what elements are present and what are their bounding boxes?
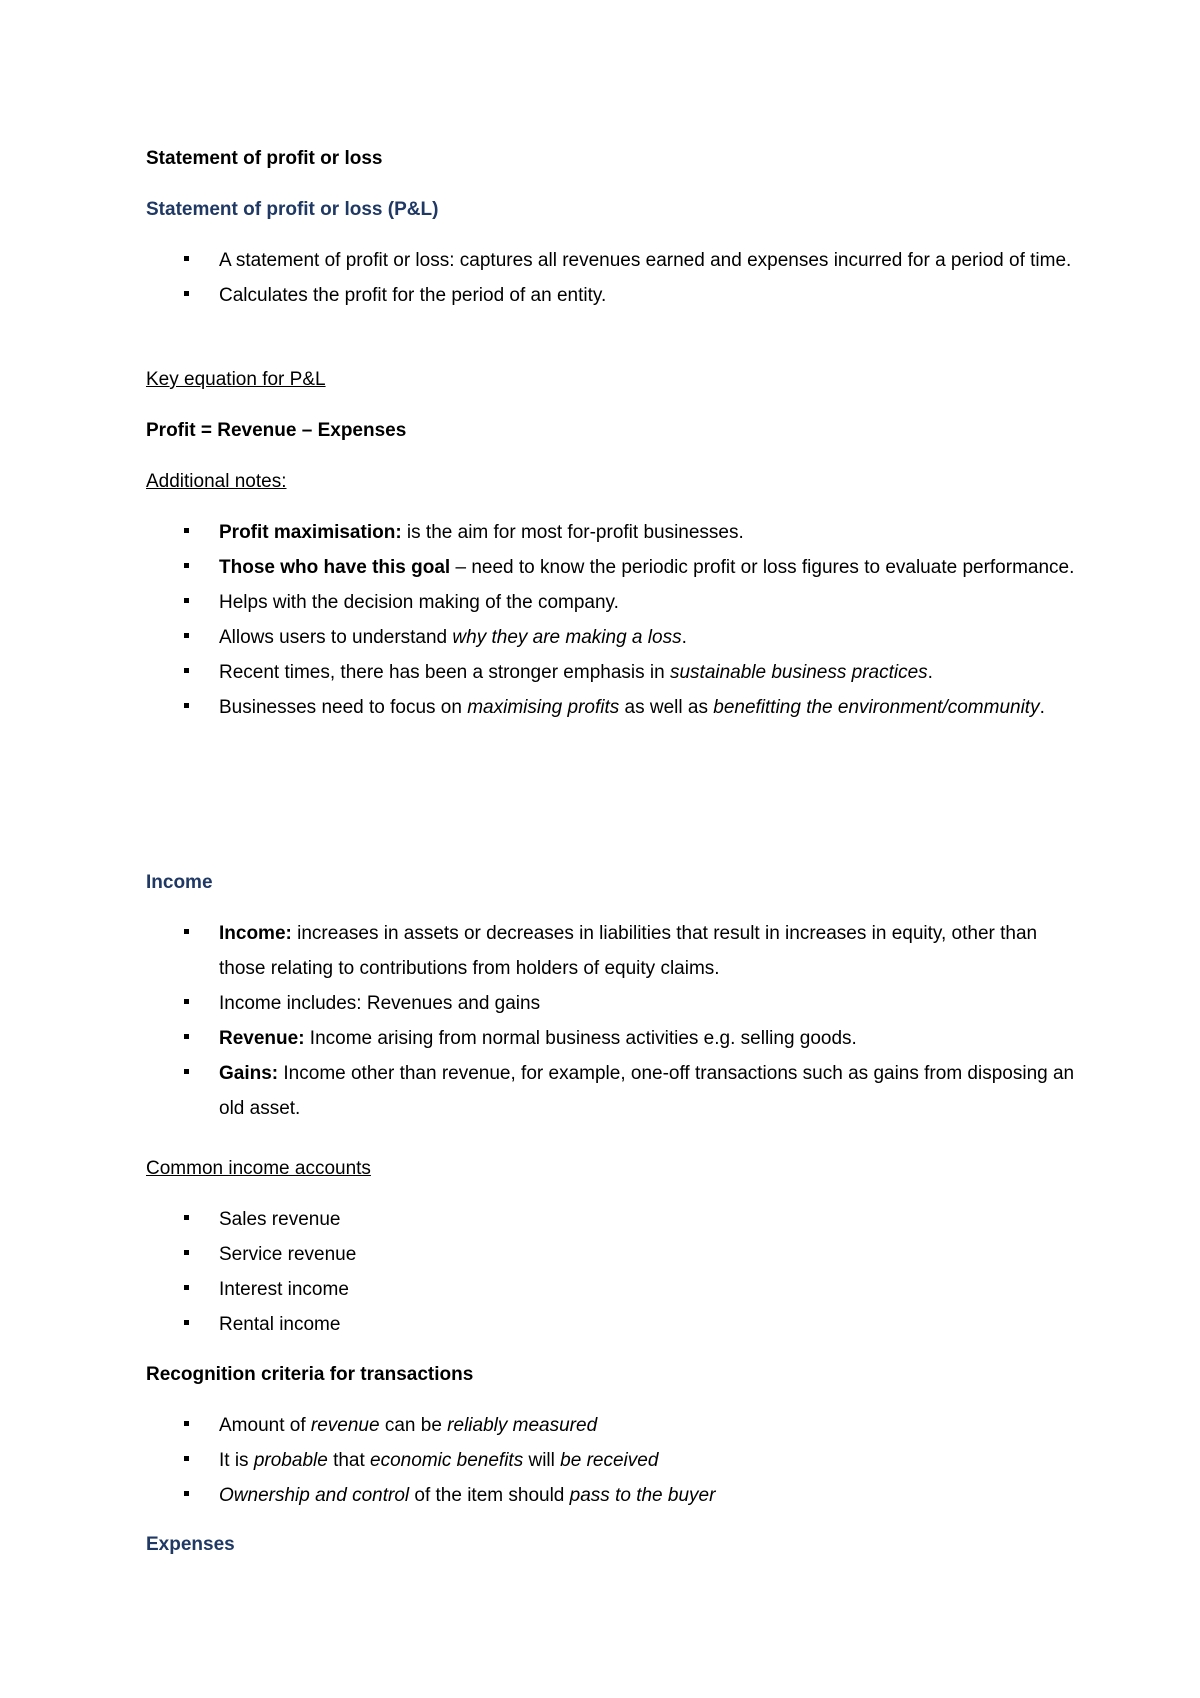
additional-notes-label: Additional notes: <box>146 471 287 492</box>
list-item <box>146 1056 1076 1126</box>
list-item-text: Income includes: Revenues and gains <box>219 993 541 1014</box>
list-item-text: probable <box>253 1450 328 1471</box>
square-bullet-icon <box>184 585 194 620</box>
list-item-text: as well as <box>619 697 714 718</box>
list-item-text: of the item should <box>409 1485 570 1506</box>
common-income-bullet-list <box>146 1202 1076 1342</box>
list-item-text: Calculates the profit for the period of an entity. <box>219 285 607 306</box>
list-item-text: reliably measured <box>447 1415 598 1436</box>
list-item-text: Businesses need to focus on <box>219 697 468 718</box>
key-equation-label: Key equation for P&L <box>146 369 326 390</box>
list-item <box>146 515 1076 550</box>
list-item-text: Gains: <box>219 1063 279 1084</box>
square-bullet-icon <box>184 916 194 951</box>
notes-bullet-list <box>146 515 1076 725</box>
income-bullet-list <box>146 916 1076 1126</box>
square-bullet-icon <box>184 515 194 550</box>
list-item-text: It is <box>219 1450 254 1471</box>
square-bullet-icon <box>184 690 194 725</box>
recognition-heading: Recognition criteria for transactions <box>146 1364 474 1385</box>
list-item-text: . <box>681 627 687 648</box>
list-item <box>146 1237 1076 1272</box>
list-item-text: increases in assets or decreases in liabilities that result in increases in equity, other than those relating to contributions from holders of equity claims. <box>219 923 1038 979</box>
list-item-text: pass to the buyer <box>569 1485 716 1506</box>
list-item <box>146 916 1076 986</box>
list-item-text: Recent times, there has been a stronger emphasis in <box>219 662 670 683</box>
list-item <box>146 278 1076 313</box>
list-item-text: Ownership and control <box>219 1485 410 1506</box>
list-item-text: Those who have this goal <box>219 557 451 578</box>
list-item-text: sustainable business practices <box>669 662 928 683</box>
list-item-text: Helps with the decision making of the company. <box>219 592 619 613</box>
list-item <box>146 585 1076 620</box>
list-item <box>146 1478 1076 1513</box>
square-bullet-icon <box>184 1056 194 1091</box>
list-item-text: – need to know the periodic profit or loss figures to evaluate performance. <box>450 557 1075 578</box>
list-item <box>146 620 1076 655</box>
list-item-text: Interest income <box>219 1279 349 1300</box>
square-bullet-icon <box>184 1478 194 1513</box>
list-item-text: Income other than revenue, for example, one-off transactions such as gains from disposing an old asset. <box>219 1063 1075 1119</box>
list-item <box>146 1272 1076 1307</box>
list-item-text: Rental income <box>219 1314 341 1335</box>
list-item-text: Income: <box>219 923 292 944</box>
list-item-text: economic benefits <box>370 1450 524 1471</box>
square-bullet-icon <box>184 1408 194 1443</box>
list-item-text: Profit maximisation: <box>219 522 402 543</box>
square-bullet-icon <box>184 278 194 313</box>
list-item-text: . <box>927 662 933 683</box>
list-item <box>146 1021 1076 1056</box>
square-bullet-icon <box>184 1307 194 1342</box>
list-item-text: Sales revenue <box>219 1209 341 1230</box>
list-item-text: be received <box>560 1450 659 1471</box>
list-item-text: A statement of profit or loss: captures all revenues earned and expenses incurred for a period of time. <box>219 250 1072 271</box>
list-item <box>146 1408 1076 1443</box>
list-item-text: that <box>327 1450 371 1471</box>
list-item-text: will <box>523 1450 561 1471</box>
list-item-text: Service revenue <box>219 1244 357 1265</box>
list-item-text: Revenue: <box>219 1028 305 1049</box>
square-bullet-icon <box>184 1272 194 1307</box>
square-bullet-icon <box>184 1202 194 1237</box>
expenses-heading: Expenses <box>146 1534 235 1555</box>
square-bullet-icon <box>184 986 194 1021</box>
list-item-text: maximising profits <box>467 697 620 718</box>
list-item <box>146 690 1076 725</box>
document-title: Statement of profit or loss <box>146 148 383 169</box>
list-item <box>146 1307 1076 1342</box>
list-item-text: benefitting the environment/community <box>713 697 1040 718</box>
square-bullet-icon <box>184 1443 194 1478</box>
list-item-text: Income arising from normal business activities e.g. selling goods. <box>304 1028 857 1049</box>
square-bullet-icon <box>184 550 194 585</box>
list-item-text: why they are making a loss <box>452 627 682 648</box>
list-item-text: is the aim for most for-profit businesses. <box>401 522 744 543</box>
square-bullet-icon <box>184 1021 194 1056</box>
list-item-text: revenue <box>310 1415 380 1436</box>
list-item <box>146 1202 1076 1237</box>
list-item <box>146 243 1076 278</box>
list-item-text: Amount of <box>219 1415 311 1436</box>
recognition-bullet-list <box>146 1408 1076 1513</box>
list-item-text: Allows users to understand <box>219 627 453 648</box>
list-item <box>146 550 1076 585</box>
square-bullet-icon <box>184 243 194 278</box>
income-heading: Income <box>146 872 213 893</box>
list-item <box>146 655 1076 690</box>
list-item-text: can be <box>379 1415 448 1436</box>
list-item-text: . <box>1039 697 1045 718</box>
list-item <box>146 1443 1076 1478</box>
square-bullet-icon <box>184 655 194 690</box>
pl-heading: Statement of profit or loss (P&L) <box>146 199 439 220</box>
common-income-label: Common income accounts <box>146 1158 371 1179</box>
square-bullet-icon <box>184 1237 194 1272</box>
square-bullet-icon <box>184 620 194 655</box>
key-equation: Profit = Revenue – Expenses <box>146 420 407 441</box>
pl-bullet-list <box>146 243 1076 313</box>
list-item <box>146 986 1076 1021</box>
